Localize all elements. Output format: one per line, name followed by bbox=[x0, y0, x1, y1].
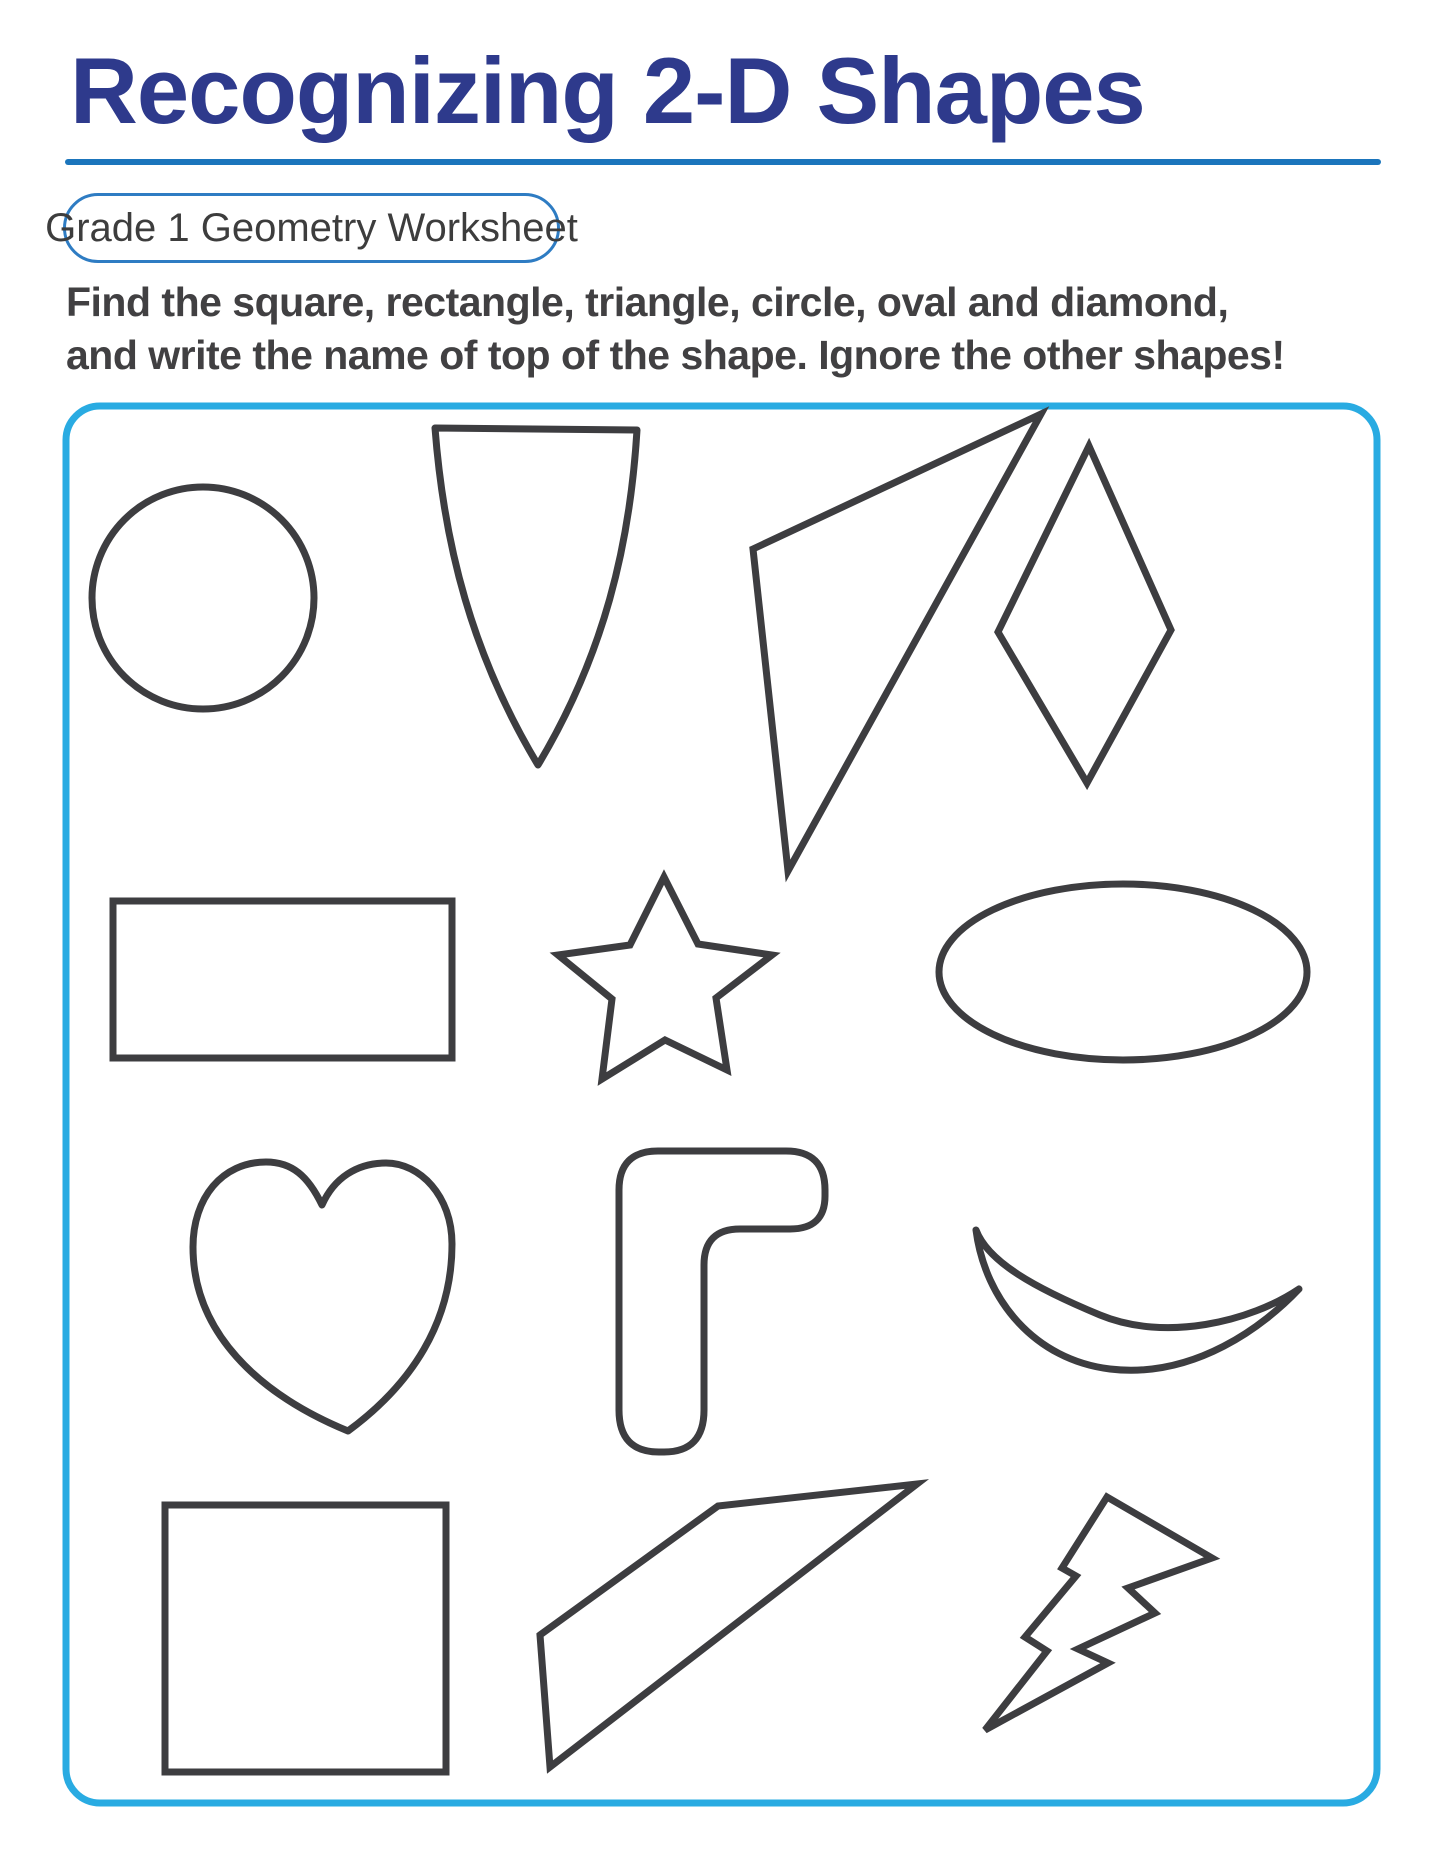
star-shape[interactable] bbox=[558, 877, 772, 1079]
square-shape[interactable] bbox=[165, 1505, 446, 1772]
instructions-line-1: Find the square, rectangle, triangle, circle, oval and diamond, bbox=[66, 279, 1229, 325]
quadrilateral-band-shape[interactable] bbox=[540, 1484, 917, 1767]
oval-shape[interactable] bbox=[939, 884, 1307, 1060]
shapes-panel-border bbox=[66, 406, 1377, 1803]
rounded-l-shape[interactable] bbox=[619, 1151, 825, 1452]
rectangle-shape[interactable] bbox=[113, 901, 452, 1058]
page-title: Recognizing 2-D Shapes bbox=[70, 38, 1145, 143]
grade-badge-label: Grade 1 Geometry Worksheet bbox=[45, 205, 578, 250]
lightning-bolt-shape[interactable] bbox=[985, 1497, 1212, 1730]
crescent-shape[interactable] bbox=[976, 1230, 1299, 1370]
heart-shape[interactable] bbox=[193, 1162, 452, 1431]
diamond-shape[interactable] bbox=[998, 446, 1171, 783]
circle-shape[interactable] bbox=[92, 487, 314, 709]
triangle-shape[interactable] bbox=[753, 414, 1041, 871]
instructions-line-2: and write the name of top of the shape. Ignore the other shapes! bbox=[66, 332, 1285, 378]
cone-shape[interactable] bbox=[435, 428, 637, 765]
